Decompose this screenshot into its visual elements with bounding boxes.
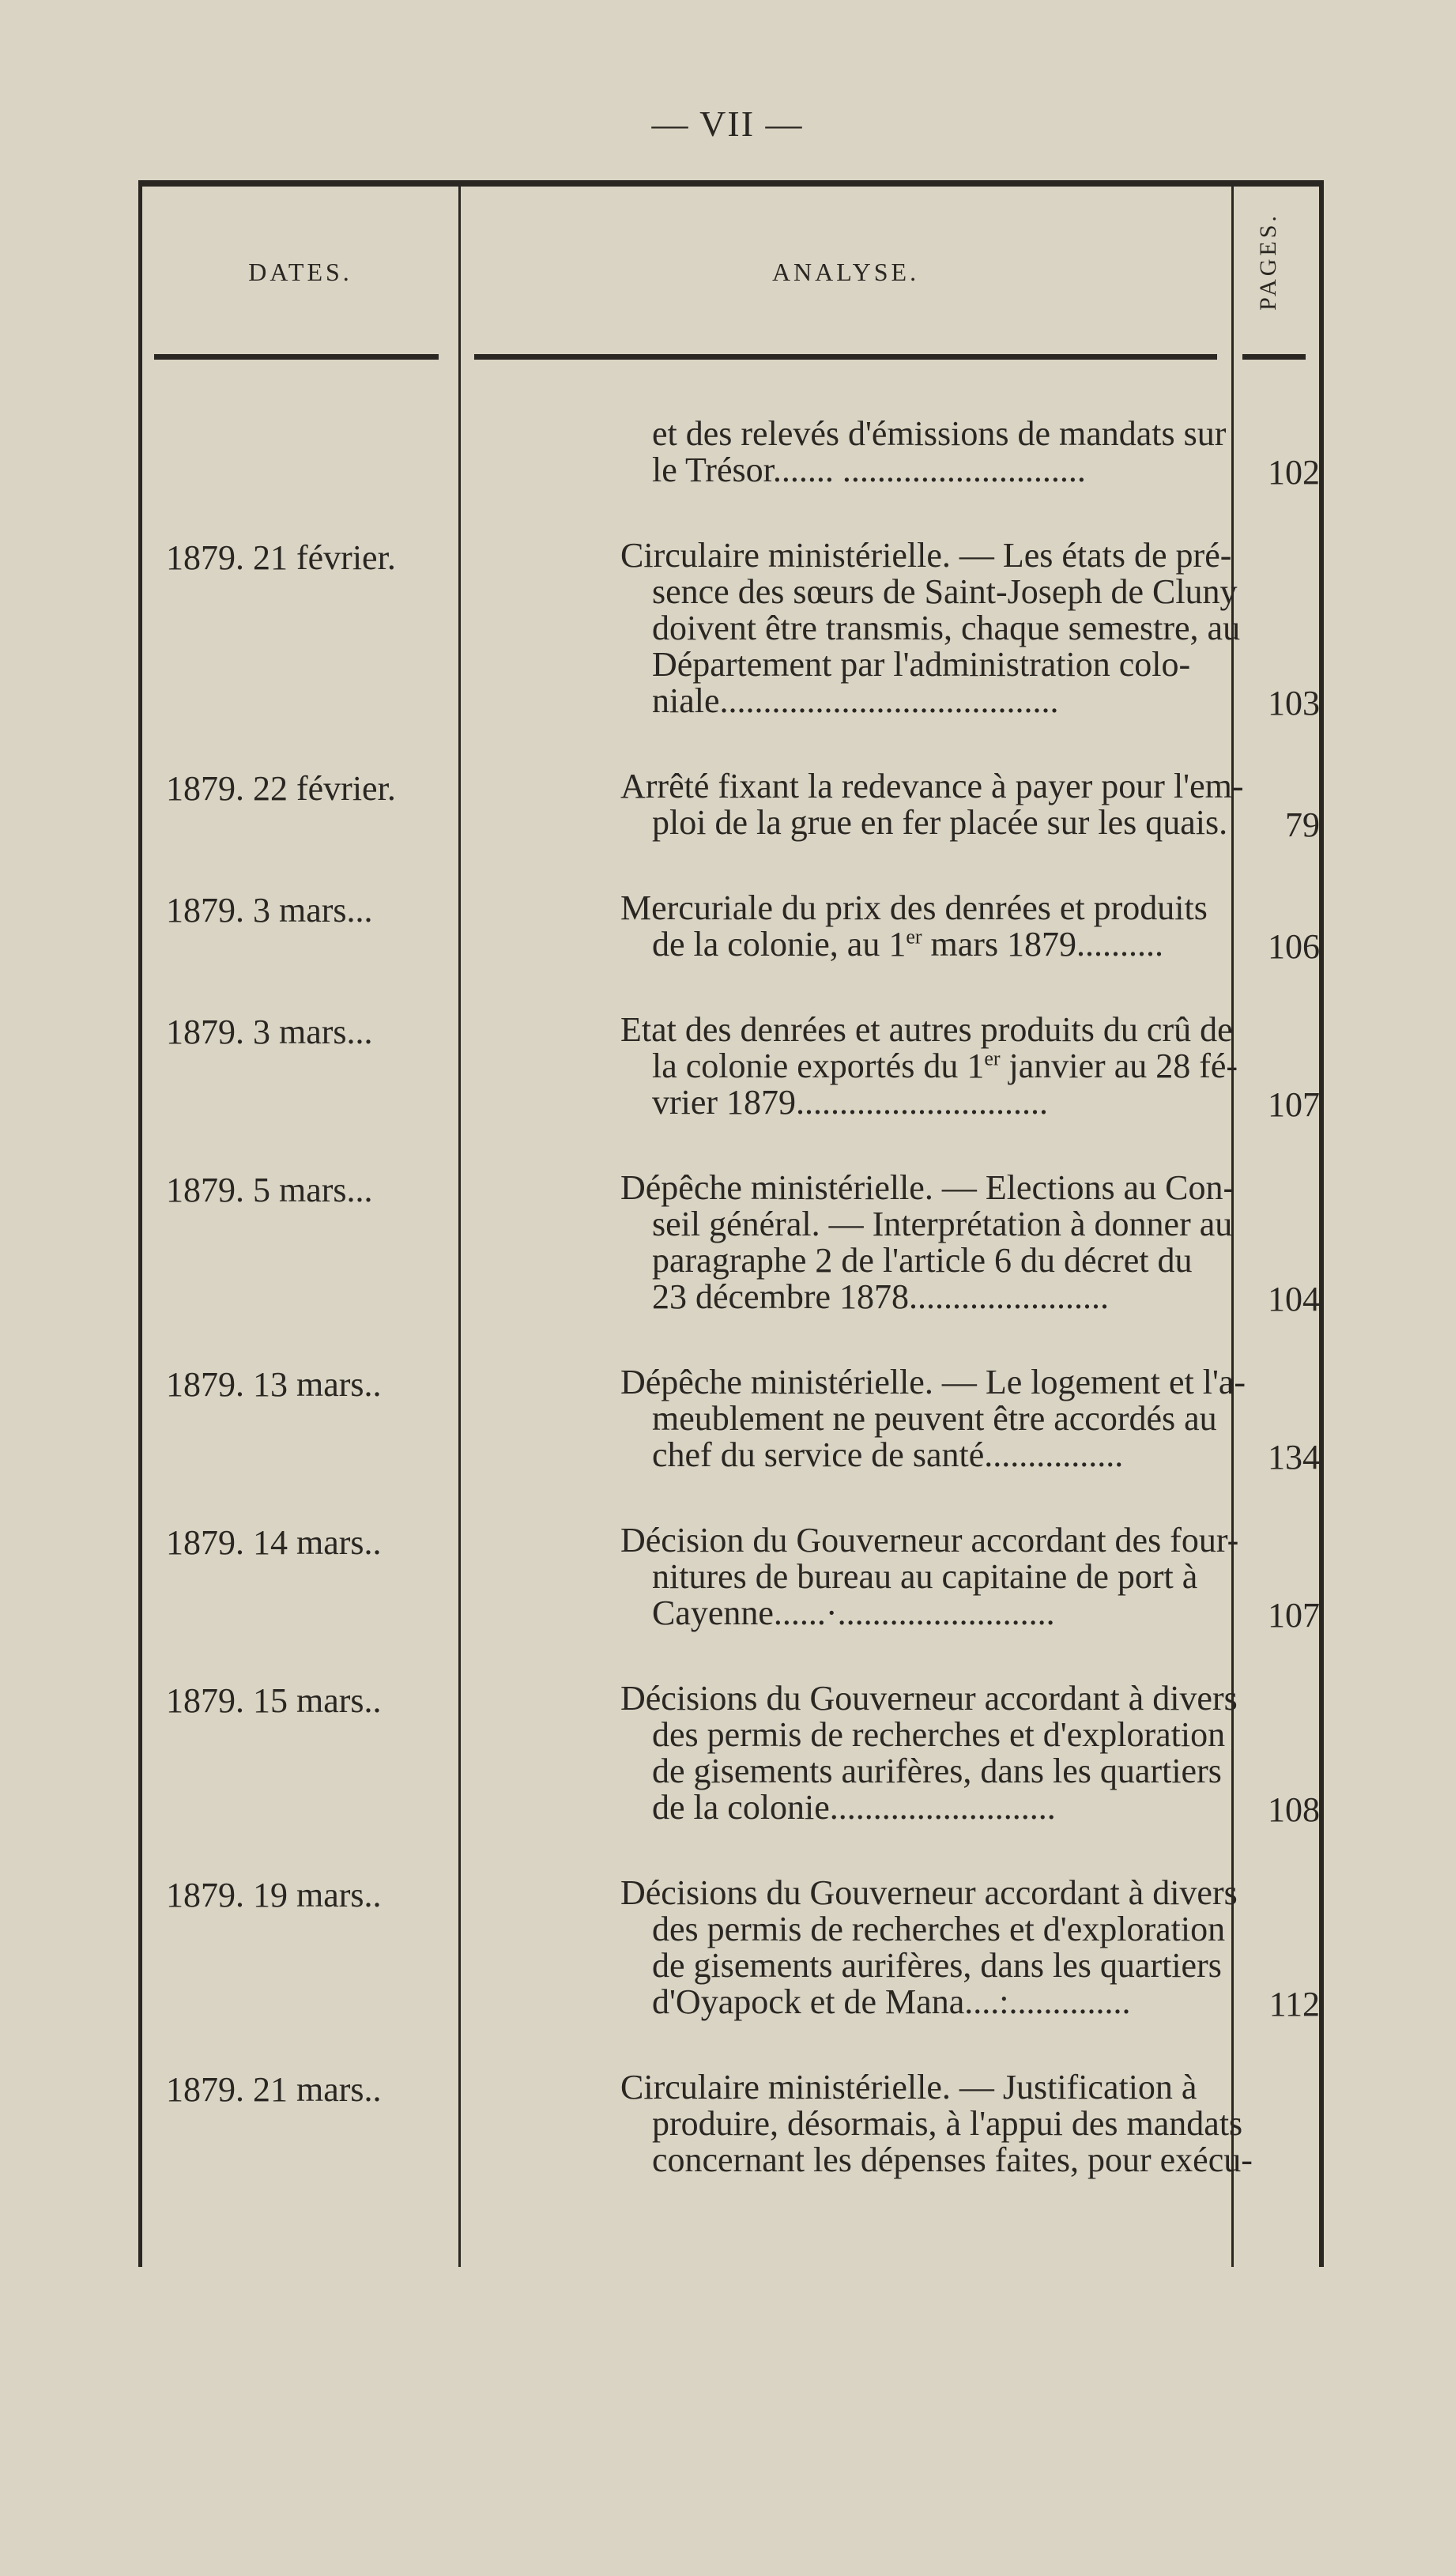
row-page-number: 107 (1268, 1596, 1320, 1635)
analysis-line: sence des sœurs de Saint-Joseph de Cluny (652, 572, 1238, 611)
analysis-line: Dépêche ministérielle. — Elections au Con- (620, 1168, 1235, 1207)
analysis-line: produire, désormais, à l'appui des mandats (652, 2104, 1243, 2143)
row-analysis (620, 1680, 1355, 1826)
row-date: 1879. 22 février. (166, 769, 396, 808)
analysis-line: des permis de recherches et d'exploration (652, 1910, 1226, 1948)
analysis-line: Circulaire ministérielle. — Les états de pré- (620, 536, 1232, 575)
row-date: 1879. 3 mars... (166, 891, 373, 930)
header-rule-analyse (474, 354, 1217, 360)
analysis-line: d'Oyapock et de Mana....:.............. (652, 1982, 1131, 2021)
row-analysis (620, 537, 1355, 719)
analysis-line: 23 décembre 1878....................... (652, 1277, 1109, 1316)
row-page-number: 103 (1268, 684, 1320, 722)
analysis-line: seil général. — Interprétation à donner au (652, 1205, 1233, 1243)
analysis-line: le Trésor....... ............................ (652, 451, 1086, 489)
row-date: 1879. 15 mars.. (166, 1681, 382, 1720)
analysis-line: des permis de recherches et d'exploration (652, 1715, 1226, 1754)
row-page-number: 134 (1268, 1438, 1320, 1477)
analysis-line: Décisions du Gouverneur accordant à divers (620, 1679, 1238, 1718)
analysis-line: et des relevés d'émissions de mandats sur (652, 414, 1227, 453)
row-analysis (620, 1522, 1355, 1631)
analysis-line: la colonie exportés du 1er janvier au 28 fé- (652, 1047, 1238, 1085)
row-page-number: 102 (1268, 453, 1320, 492)
analysis-line: Etat des denrées et autres produits du crû de (620, 1010, 1233, 1049)
row-date: 1879. 5 mars... (166, 1171, 373, 1209)
row-page-number: 108 (1268, 1790, 1320, 1829)
analysis-line: Mercuriale du prix des denrées et produits (620, 888, 1208, 927)
analysis-line: niale....................................... (652, 681, 1059, 720)
row-page-number: 107 (1268, 1085, 1320, 1124)
row-date: 1879. 14 mars.. (166, 1523, 382, 1562)
analysis-line: Décisions du Gouverneur accordant à divers (620, 1873, 1238, 1912)
row-page-number: 79 (1285, 805, 1320, 844)
analysis-line: Cayenne......·......................... (652, 1593, 1055, 1632)
row-date: 1879. 19 mars.. (166, 1876, 382, 1914)
analysis-line: de gisements aurifères, dans les quartiers (652, 1946, 1222, 1985)
row-page-number: 106 (1268, 927, 1320, 966)
analysis-line: Décision du Gouverneur accordant des four- (620, 1521, 1239, 1560)
analysis-line: Dépêche ministérielle. — Le logement et l'a- (620, 1363, 1246, 1401)
header-dates: DATES. (248, 258, 352, 286)
analysis-line: ploi de la grue en fer placée sur les quais. (652, 803, 1228, 842)
column-divider-dates (458, 187, 461, 2267)
row-date: 1879. 3 mars... (166, 1013, 373, 1051)
row-analysis (620, 1170, 1355, 1315)
analysis-line: vrier 1879............................. (652, 1083, 1049, 1122)
row-analysis (620, 1012, 1355, 1121)
row-analysis (620, 2069, 1355, 2178)
row-analysis (620, 890, 1355, 963)
row-analysis (620, 1364, 1355, 1473)
row-analysis (620, 416, 1355, 488)
analysis-line: nitures de bureau au capitaine de port à (652, 1557, 1198, 1596)
analysis-line: concernant les dépenses faites, pour exécu- (652, 2140, 1253, 2179)
row-analysis (620, 1875, 1355, 2020)
analysis-line: Arrêté fixant la redevance à payer pour l'em- (620, 767, 1244, 805)
row-date: 1879. 21 février. (166, 538, 396, 577)
analysis-line: chef du service de santé................ (652, 1435, 1124, 1474)
row-page-number: 104 (1268, 1280, 1320, 1318)
analysis-line: de la colonie.......................... (652, 1788, 1056, 1827)
row-page-number: 112 (1268, 1985, 1320, 2023)
header-rule-dates (154, 354, 439, 360)
header-analyse: ANALYSE. (771, 258, 920, 286)
analysis-line: doivent être transmis, chaque semestre, au (652, 609, 1241, 647)
page-number: — VII — (651, 104, 804, 144)
row-date: 1879. 21 mars.. (166, 2070, 382, 2109)
header-pages: PAGES. (1255, 213, 1281, 311)
table-frame (138, 180, 1324, 2267)
row-date: 1879. 13 mars.. (166, 1365, 382, 1404)
analysis-line: paragraphe 2 de l'article 6 du décret du (652, 1241, 1193, 1280)
analysis-line: de la colonie, au 1er mars 1879.......... (652, 925, 1164, 964)
analysis-line: Circulaire ministérielle. — Justification à (620, 2068, 1197, 2106)
row-analysis (620, 768, 1355, 841)
header-rule-pages (1242, 354, 1306, 360)
analysis-line: meublement ne peuvent être accordés au (652, 1399, 1217, 1438)
analysis-line: de gisements aurifères, dans les quartiers (652, 1752, 1222, 1790)
analysis-line: Département par l'administration colo- (652, 645, 1191, 684)
